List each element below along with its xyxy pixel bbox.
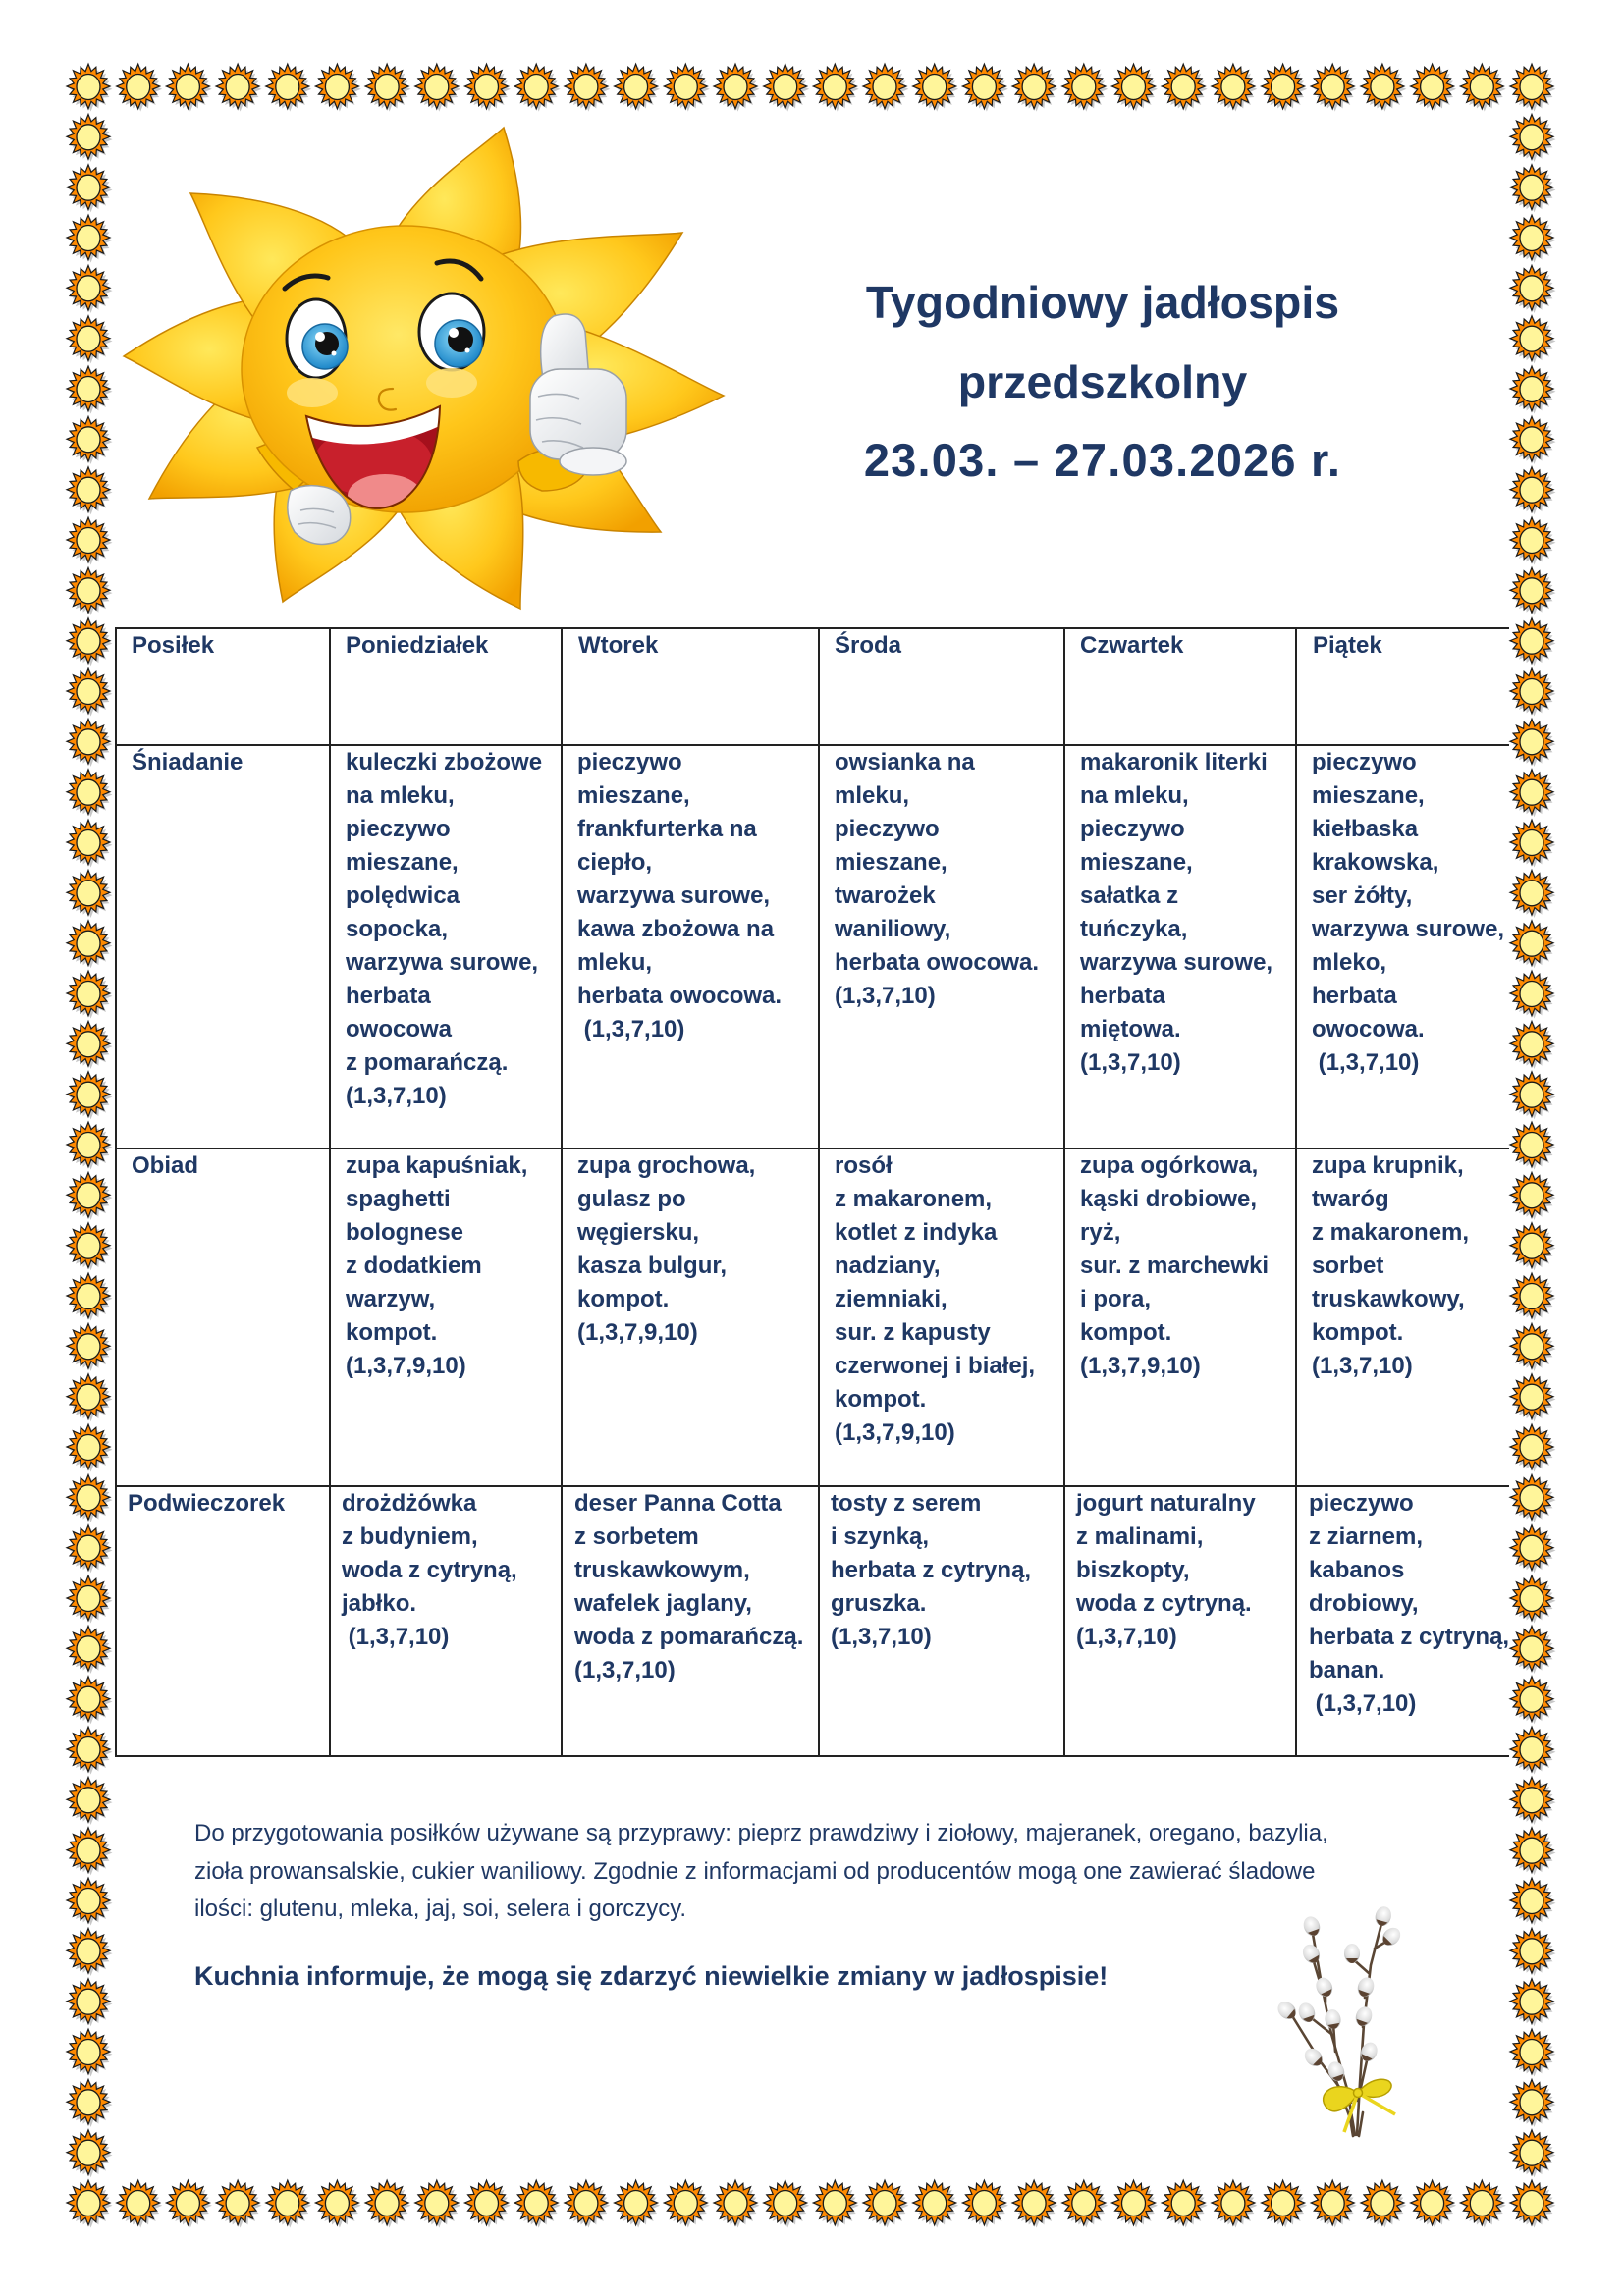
spices-allergen-note xyxy=(194,1815,1328,1929)
border-sun-icon xyxy=(1510,114,1556,162)
border-sun-icon xyxy=(67,1525,113,1574)
mascot-left-cheek xyxy=(287,378,338,407)
border-sun-icon xyxy=(67,1072,113,1120)
border-sun-icon xyxy=(67,1374,113,1422)
meal-row-lunch xyxy=(116,1148,1509,1486)
border-sun-icon xyxy=(1510,971,1556,1019)
meal-column-header: Posiłek xyxy=(116,628,330,745)
border-sun-icon xyxy=(1460,64,1506,112)
border-sun-icon xyxy=(67,1777,113,1825)
note-line: ilości: glutenu, mleka, jaj, soi, selera i gorczycy. xyxy=(194,1896,687,1923)
border-sun-icon xyxy=(1510,1525,1556,1574)
border-sun-icon xyxy=(1311,2180,1357,2228)
border-sun-icon xyxy=(1510,1928,1556,1976)
border-sun-icon xyxy=(67,719,113,767)
border-sun-icon xyxy=(1510,467,1556,515)
day-header-row xyxy=(116,628,1509,745)
border-sun-icon xyxy=(1510,1474,1556,1522)
page-title xyxy=(808,263,1397,501)
meal-row-breakfast xyxy=(116,745,1509,1148)
border-sun-icon xyxy=(1510,517,1556,565)
border-sun-icon xyxy=(1411,2180,1457,2228)
border-sun-icon xyxy=(67,1575,113,1624)
menu-cell-lunch-monday: zupa kapuśniak, spaghetti bolognese z dodatkiem warzyw, kompot. (1,3,7,9,10) xyxy=(330,1148,562,1486)
meal-row-afternoon-snack xyxy=(116,1486,1509,1756)
note-line: zioła prowansalskie, cukier waniliowy. Zgodnie z informacjami od producentów mogą one zawierać śladowe xyxy=(194,1857,1316,1885)
title-date-range: 23.03. – 27.03.2026 r. xyxy=(863,434,1342,486)
border-sun-icon xyxy=(67,1626,113,1674)
border-sun-icon xyxy=(1510,64,1556,112)
border-sun-icon xyxy=(67,1878,113,1926)
menu-cell-lunch-wednesday: rosół z makaronem, kotlet z indyka nadziany, ziemniaki, sur. z kapusty czerwonej i białej, kompot. (1,3,7,9,10) xyxy=(819,1148,1064,1486)
border-sun-icon xyxy=(1510,2130,1556,2178)
menu-cell-snack-tuesday: deser Panna Cotta z sorbetem truskawkowym, wafelek jaglany, woda z pomarańczą. (1,3,7,10) xyxy=(562,1486,819,1756)
border-sun-icon xyxy=(67,770,113,818)
border-sun-icon xyxy=(1062,2180,1109,2228)
border-sun-icon xyxy=(67,1122,113,1170)
border-sun-icon xyxy=(67,1323,113,1371)
border-sun-icon xyxy=(1510,165,1556,213)
border-sun-icon xyxy=(67,1424,113,1472)
border-sun-icon xyxy=(1411,64,1457,112)
border-sun-icon xyxy=(1510,1122,1556,1170)
border-sun-icon xyxy=(1510,1072,1556,1120)
border-sun-icon xyxy=(1510,1979,1556,2027)
border-sun-icon xyxy=(565,2180,611,2228)
border-sun-icon xyxy=(67,2180,113,2228)
border-sun-icon xyxy=(67,971,113,1019)
menu-cell-breakfast-monday: kuleczki zbożowe na mleku, pieczywo mieszane, polędwica sopocka, warzywa surowe, herbata owocowa z pomarańczą. (1,3,7,10) xyxy=(330,745,562,1148)
border-sun-icon xyxy=(1510,2079,1556,2127)
border-sun-icon xyxy=(1510,770,1556,818)
border-sun-icon xyxy=(1012,2180,1058,2228)
border-sun-icon xyxy=(1510,567,1556,615)
border-sun-icon xyxy=(913,2180,959,2228)
border-sun-icon xyxy=(67,2079,113,2127)
border-sun-icon xyxy=(1510,668,1556,717)
border-sun-icon xyxy=(1510,1323,1556,1371)
menu-cell-lunch-tuesday: zupa grochowa, gulasz po węgiersku, kasza bulgur, kompot. (1,3,7,9,10) xyxy=(562,1148,819,1486)
border-sun-icon xyxy=(813,2180,859,2228)
border-sun-icon xyxy=(1361,64,1407,112)
border-sun-icon xyxy=(1510,719,1556,767)
meal-label-afternoon-snack: Podwieczorek xyxy=(116,1486,330,1756)
border-sun-icon xyxy=(1510,870,1556,918)
border-sun-icon xyxy=(67,1677,113,1725)
border-sun-icon xyxy=(67,820,113,868)
border-sun-icon xyxy=(714,2180,760,2228)
border-sun-icon xyxy=(664,2180,710,2228)
day-header-thursday: Czwartek xyxy=(1064,628,1296,745)
menu-cell-snack-thursday: jogurt naturalny z malinami, biszkopty, woda z cytryną. (1,3,7,10) xyxy=(1064,1486,1296,1756)
border-sun-icon xyxy=(1510,416,1556,464)
border-sun-icon xyxy=(67,1172,113,1220)
border-sun-icon xyxy=(1510,618,1556,667)
border-sun-icon xyxy=(67,1273,113,1321)
border-sun-icon xyxy=(67,921,113,969)
border-sun-icon xyxy=(615,2180,661,2228)
kitchen-change-notice: Kuchnia informuje, że mogą się zdarzyć niewielkie zmiany w jadłospisie! xyxy=(194,1961,1109,1991)
border-sun-icon xyxy=(1510,1677,1556,1725)
border-sun-icon xyxy=(1510,1626,1556,1674)
meal-label-breakfast: Śniadanie xyxy=(116,745,330,1148)
border-sun-icon xyxy=(1510,2180,1556,2228)
sun-mascot-illustration xyxy=(0,0,805,628)
border-sun-icon xyxy=(1510,1374,1556,1422)
menu-table xyxy=(115,627,1509,1757)
title-line-1: Tygodniowy jadłospis xyxy=(865,277,1340,328)
border-sun-icon xyxy=(1510,1424,1556,1472)
border-sun-icon xyxy=(117,2180,163,2228)
menu-cell-breakfast-tuesday: pieczywo mieszane, frankfurterka na ciepło, warzywa surowe, kawa zbożowa na mleku, herbata owocowa. (1,3,7,10) xyxy=(562,745,819,1148)
mascot-right-eye xyxy=(419,294,484,370)
border-sun-icon xyxy=(1510,1172,1556,1220)
border-sun-icon xyxy=(1510,1777,1556,1825)
border-sun-icon xyxy=(1112,64,1159,112)
border-sun-icon xyxy=(315,2180,361,2228)
thumbs-up-glove xyxy=(530,314,626,475)
menu-cell-breakfast-wednesday: owsianka na mleku, pieczywo mieszane, twarożek waniliowy, herbata owocowa. (1,3,7,10) xyxy=(819,745,1064,1148)
border-sun-icon xyxy=(1510,1273,1556,1321)
border-sun-icon xyxy=(67,1979,113,2027)
border-sun-icon xyxy=(1212,64,1258,112)
border-sun-icon xyxy=(1262,2180,1308,2228)
border-sun-icon xyxy=(365,2180,411,2228)
border-sun-icon xyxy=(67,1928,113,1976)
mascot-left-eye xyxy=(287,299,348,378)
border-sun-icon xyxy=(1510,316,1556,364)
menu-cell-snack-wednesday: tosty z serem i szynką, herbata z cytryną, gruszka. (1,3,7,10) xyxy=(819,1486,1064,1756)
border-sun-icon xyxy=(166,2180,212,2228)
menu-cell-lunch-thursday: zupa ogórkowa, kąski drobiowe, ryż, sur. z marchewki i pora, kompot. (1,3,7,9,10) xyxy=(1064,1148,1296,1486)
border-sun-icon xyxy=(67,668,113,717)
menu-cell-breakfast-friday: pieczywo mieszane, kiełbaska krakowska, ser żółty, warzywa surowe, mleko, herbata owocowa. (1,3,7,10) xyxy=(1296,745,1509,1148)
border-sun-icon xyxy=(67,1021,113,1069)
border-sun-icon xyxy=(962,2180,1008,2228)
pussy-willow-icon xyxy=(1267,1904,1414,2150)
title-line-2: przedszkolny xyxy=(957,355,1248,407)
day-header-friday: Piątek xyxy=(1296,628,1509,745)
border-sun-icon xyxy=(1510,215,1556,263)
border-sun-icon xyxy=(1012,64,1058,112)
border-sun-icon xyxy=(1112,2180,1159,2228)
border-sun-icon xyxy=(67,1828,113,1876)
border-sun-icon xyxy=(67,870,113,918)
border-sun-icon xyxy=(863,2180,909,2228)
menu-cell-lunch-friday: zupa krupnik, twaróg z makaronem, sorbet truskawkowy, kompot. (1,3,7,10) xyxy=(1296,1148,1509,1486)
meal-label-lunch: Obiad xyxy=(116,1148,330,1486)
border-sun-icon xyxy=(1510,1828,1556,1876)
border-sun-icon xyxy=(67,1727,113,1775)
menu-cell-breakfast-thursday: makaronik literki na mleku, pieczywo mieszane, sałatka z tuńczyka, warzywa surowe, herbata miętowa. (1,3,7,10) xyxy=(1064,745,1296,1148)
border-sun-icon xyxy=(465,2180,512,2228)
border-sun-icon xyxy=(514,2180,561,2228)
border-sun-icon xyxy=(913,64,959,112)
day-header-monday: Poniedziałek xyxy=(330,628,562,745)
border-sun-icon xyxy=(813,64,859,112)
border-sun-icon xyxy=(67,1223,113,1271)
day-header-wednesday: Środa xyxy=(819,628,1064,745)
menu-cell-snack-friday: pieczywo z ziarnem, kabanos drobiowy, herbata z cytryną, banan. (1,3,7,10) xyxy=(1296,1486,1509,1756)
border-sun-icon xyxy=(1510,921,1556,969)
border-sun-icon xyxy=(1510,1878,1556,1926)
border-sun-icon xyxy=(216,2180,262,2228)
border-sun-icon xyxy=(1510,366,1556,414)
border-sun-icon xyxy=(1212,2180,1258,2228)
menu-cell-snack-monday: drożdżówka z budyniem, woda z cytryną, jabłko. (1,3,7,10) xyxy=(330,1486,562,1756)
border-sun-icon xyxy=(1510,1727,1556,1775)
border-sun-icon xyxy=(1510,1021,1556,1069)
day-header-tuesday: Wtorek xyxy=(562,628,819,745)
border-sun-icon xyxy=(1062,64,1109,112)
border-sun-icon xyxy=(863,64,909,112)
border-sun-icon xyxy=(1510,2029,1556,2077)
border-sun-icon xyxy=(1460,2180,1506,2228)
border-sun-icon xyxy=(1361,2180,1407,2228)
mascot-right-cheek xyxy=(426,368,477,398)
border-sun-icon xyxy=(764,2180,810,2228)
note-line: Do przygotowania posiłków używane są przyprawy: pieprz prawdziwy i ziołowy, majeranek, oregano, bazylia, xyxy=(194,1820,1328,1846)
border-sun-icon xyxy=(1162,2180,1208,2228)
border-sun-icon xyxy=(1510,1223,1556,1271)
border-sun-icon xyxy=(1510,820,1556,868)
border-sun-icon xyxy=(67,2029,113,2077)
border-sun-icon xyxy=(962,64,1008,112)
border-sun-icon xyxy=(1510,265,1556,313)
border-sun-icon xyxy=(1162,64,1208,112)
border-sun-icon xyxy=(67,1474,113,1522)
border-sun-icon xyxy=(1311,64,1357,112)
border-sun-icon xyxy=(1510,1575,1556,1624)
border-sun-icon xyxy=(67,2130,113,2178)
border-sun-icon xyxy=(266,2180,312,2228)
border-sun-icon xyxy=(1262,64,1308,112)
border-sun-icon xyxy=(415,2180,461,2228)
